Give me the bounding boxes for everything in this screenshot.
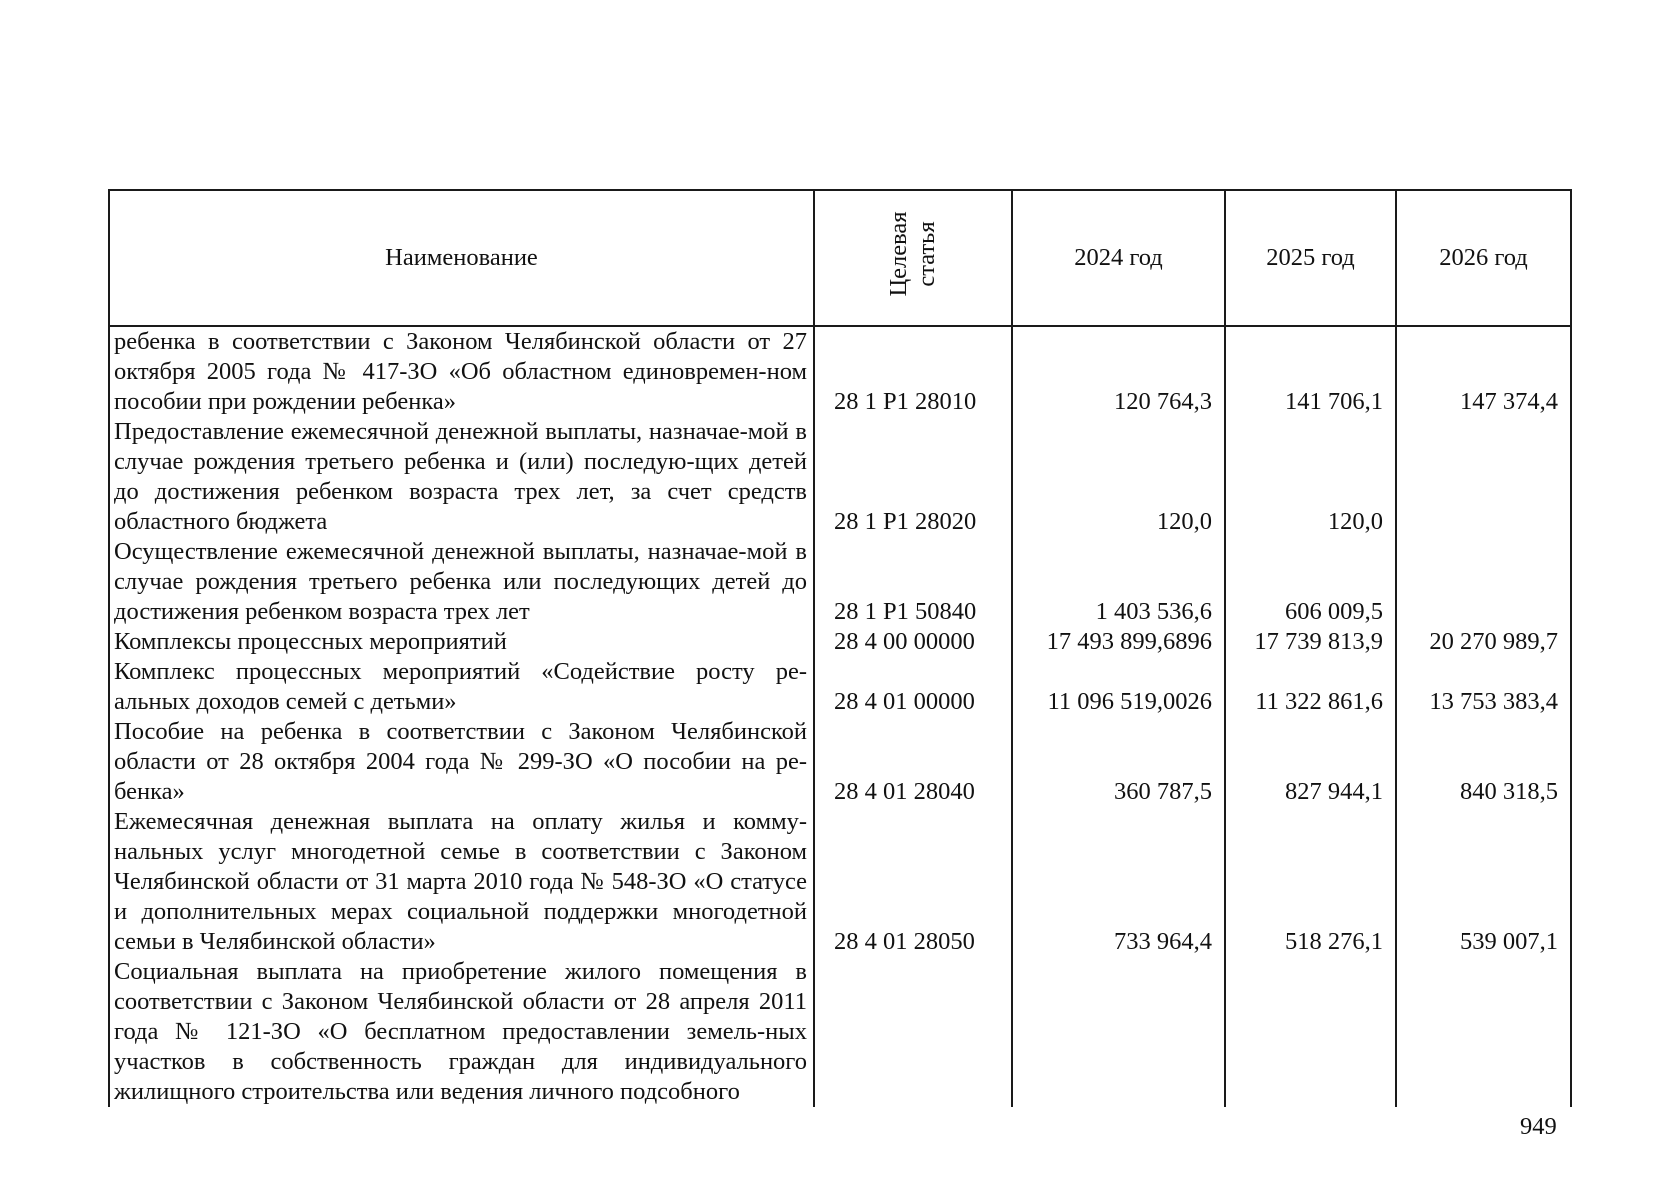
row-name: ребенка в соответствии с Законом Челябинской области от 27 октября 2005 года № 417-ЗО «Об областном единовремен-ном пособии при рождении ребенка»	[109, 326, 814, 417]
row-value-2025	[1225, 957, 1396, 1107]
header-target-article	[814, 190, 1012, 326]
table-header-row	[109, 190, 1571, 326]
row-value-2026	[1396, 417, 1571, 537]
header-name: Наименование	[109, 190, 814, 326]
row-code: 28 4 01 00000	[814, 657, 1012, 717]
page-number: 949	[1520, 1113, 1557, 1140]
table-row	[109, 657, 1571, 717]
header-code-line2: статья	[913, 221, 940, 287]
table-row	[109, 326, 1571, 417]
row-value-2025: 141 706,1	[1225, 326, 1396, 417]
row-value-2024: 17 493 899,6896	[1012, 627, 1225, 657]
table-row	[109, 537, 1571, 627]
row-value-2026: 147 374,4	[1396, 326, 1571, 417]
header-year-2026: 2026 год	[1396, 190, 1571, 326]
table-row	[109, 627, 1571, 657]
row-value-2025: 606 009,5	[1225, 537, 1396, 627]
row-name: Ежемесячная денежная выплата на оплату жилья и комму-нальных услуг многодетной семье в соответствии с Законом Челябинской области от 31 марта 2010 года № 548-ЗО «О статусе и дополнительных мерах социальной поддержки многодетной семьи в Челябинской области»	[109, 807, 814, 957]
row-value-2024: 11 096 519,0026	[1012, 657, 1225, 717]
row-name: Осуществление ежемесячной денежной выплаты, назначае-мой в случае рождения третьего ребенка или последующих детей до достижения ребенком возраста трех лет	[109, 537, 814, 627]
row-value-2024: 120,0	[1012, 417, 1225, 537]
row-value-2024: 1 403 536,6	[1012, 537, 1225, 627]
table-row	[109, 957, 1571, 1107]
row-code: 28 4 01 28050	[814, 807, 1012, 957]
row-value-2025: 11 322 861,6	[1225, 657, 1396, 717]
row-name: Комплексы процессных мероприятий	[109, 627, 814, 657]
row-name: Социальная выплата на приобретение жилого помещения в соответствии с Законом Челябинской области от 28 апреля 2011 года № 121-ЗО «О бесплатном предоставлении земель-ных участков в собственность граждан для индивидуального жилищного строительства или ведения личного подсобного	[109, 957, 814, 1107]
budget-table	[108, 189, 1572, 1107]
row-value-2026: 20 270 989,7	[1396, 627, 1571, 657]
row-value-2024: 360 787,5	[1012, 717, 1225, 807]
table-row	[109, 807, 1571, 957]
row-value-2024: 120 764,3	[1012, 326, 1225, 417]
row-value-2025: 518 276,1	[1225, 807, 1396, 957]
row-value-2026	[1396, 537, 1571, 627]
row-value-2024: 733 964,4	[1012, 807, 1225, 957]
row-value-2025: 120,0	[1225, 417, 1396, 537]
table-row	[109, 417, 1571, 537]
row-code: 28 1 P1 28020	[814, 417, 1012, 537]
row-value-2024	[1012, 957, 1225, 1107]
row-value-2026: 13 753 383,4	[1396, 657, 1571, 717]
row-code	[814, 957, 1012, 1107]
row-value-2025: 17 739 813,9	[1225, 627, 1396, 657]
row-name: Пособие на ребенка в соответствии с Законом Челябинской области от 28 октября 2004 года № 299-ЗО «О пособии на ре-бенка»	[109, 717, 814, 807]
header-year-2024: 2024 год	[1012, 190, 1225, 326]
table-row	[109, 717, 1571, 807]
row-code: 28 4 01 28040	[814, 717, 1012, 807]
row-value-2026	[1396, 957, 1571, 1107]
row-code: 28 1 P1 50840	[814, 537, 1012, 627]
row-name: Комплекс процессных мероприятий «Содействие росту ре-альных доходов семей с детьми»	[109, 657, 814, 717]
row-code: 28 4 00 00000	[814, 627, 1012, 657]
header-code-line1: Целевая	[885, 211, 912, 297]
header-year-2025: 2025 год	[1225, 190, 1396, 326]
row-value-2026: 840 318,5	[1396, 717, 1571, 807]
row-name: Предоставление ежемесячной денежной выплаты, назначае-мой в случае рождения третьего ребенка и (или) последую-щих детей до достижения ребенком возраста трех лет, за счет средств областного бюджета	[109, 417, 814, 537]
row-value-2025: 827 944,1	[1225, 717, 1396, 807]
row-value-2026: 539 007,1	[1396, 807, 1571, 957]
row-code: 28 1 P1 28010	[814, 326, 1012, 417]
